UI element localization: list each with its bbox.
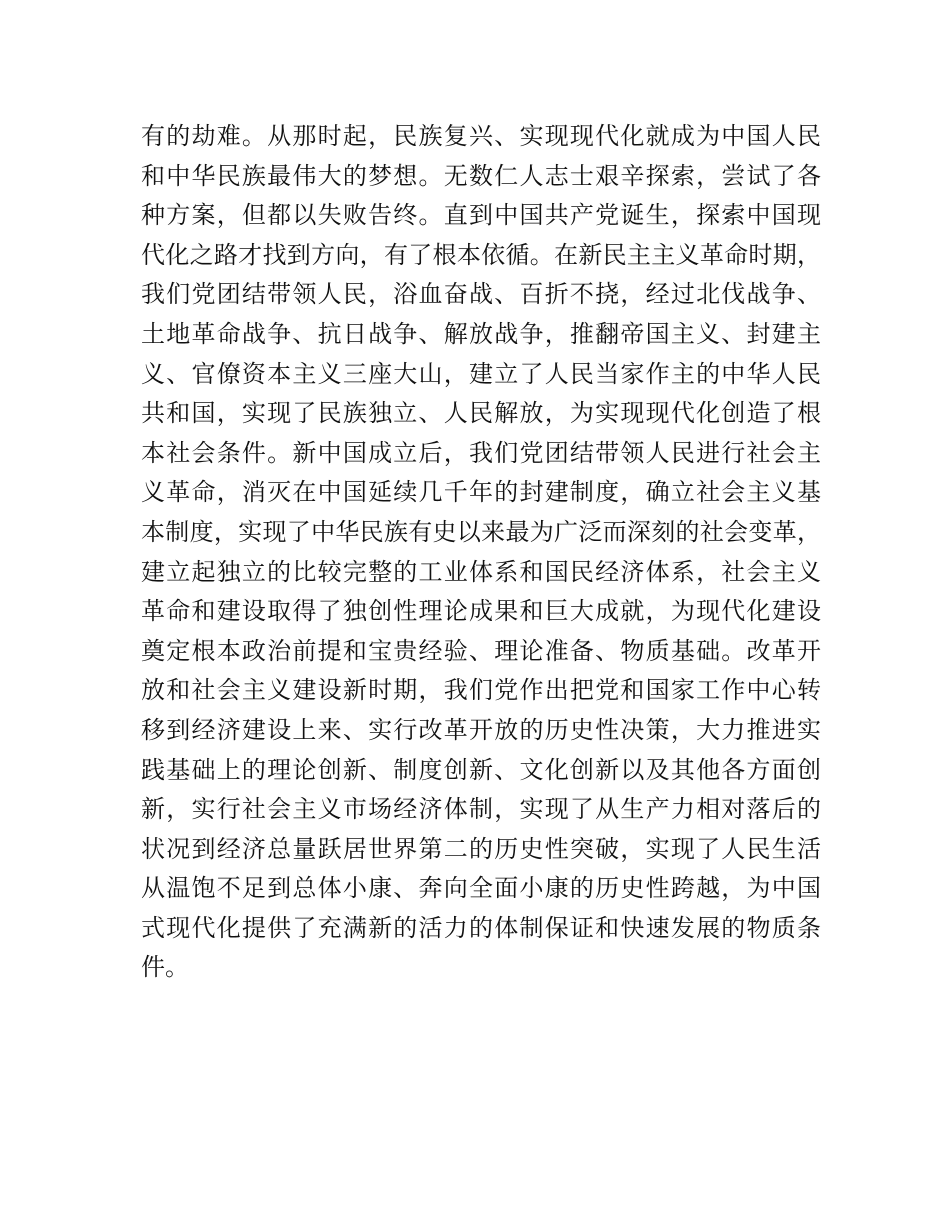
- text-line-3: 种方案，但都以失败告终。直到中国共产党诞生，探索中国现: [141, 201, 821, 230]
- text-line-14: 奠定根本政治前提和宝贵经验、理论准备、物质基础。改革开: [141, 636, 821, 665]
- text-line-2: 和中华民族最伟大的梦想。无数仁人志士艰辛探索，尝试了各: [141, 161, 821, 190]
- text-line-13: 革命和建设取得了独创性理论成果和巨大成就，为现代化建设: [141, 597, 821, 626]
- text-line-16: 移到经济建设上来、实行改革开放的历史性决策，大力推进实: [141, 715, 821, 744]
- text-line-8: 共和国，实现了民族独立、人民解放，为实现现代化创造了根: [141, 399, 821, 428]
- text-line-21: 式现代化提供了充满新的活力的体制保证和快速发展的物质条: [141, 913, 821, 942]
- text-line-19: 状况到经济总量跃居世界第二的历史性突破，实现了人民生活: [141, 834, 821, 863]
- text-line-5: 我们党团结带领人民，浴血奋战、百折不挠，经过北伐战争、: [141, 280, 821, 309]
- text-line-11: 本制度，实现了中华民族有史以来最为广泛而深刻的社会变革，: [141, 517, 821, 546]
- text-line-17: 践基础上的理论创新、制度创新、文化创新以及其他各方面创: [141, 755, 821, 784]
- text-line-12: 建立起独立的比较完整的工业体系和国民经济体系，社会主义: [141, 557, 821, 586]
- text-line-1: 有的劫难。从那时起，民族复兴、实现现代化就成为中国人民: [141, 122, 821, 150]
- body-paragraph: [141, 117, 821, 988]
- text-line-4: 代化之路才找到方向，有了根本依循。在新民主主义革命时期，: [141, 240, 821, 269]
- text-line-9: 本社会条件。新中国成立后，我们党团结带领人民进行社会主: [141, 438, 821, 467]
- text-line-7: 义、官僚资本主义三座大山，建立了人民当家作主的中华人民: [141, 359, 821, 388]
- text-line-22: 件。: [141, 953, 189, 982]
- text-line-18: 新，实行社会主义市场经济体制，实现了从生产力相对落后的: [141, 795, 821, 824]
- text-line-6: 土地革命战争、抗日战争、解放战争，推翻帝国主义、封建主: [141, 319, 821, 348]
- text-line-10: 义革命，消灭在中国延续几千年的封建制度，确立社会主义基: [141, 478, 821, 507]
- text-line-20: 从温饱不足到总体小康、奔向全面小康的历史性跨越，为中国: [141, 874, 821, 903]
- text-line-15: 放和社会主义建设新时期，我们党作出把党和国家工作中心转: [141, 676, 821, 705]
